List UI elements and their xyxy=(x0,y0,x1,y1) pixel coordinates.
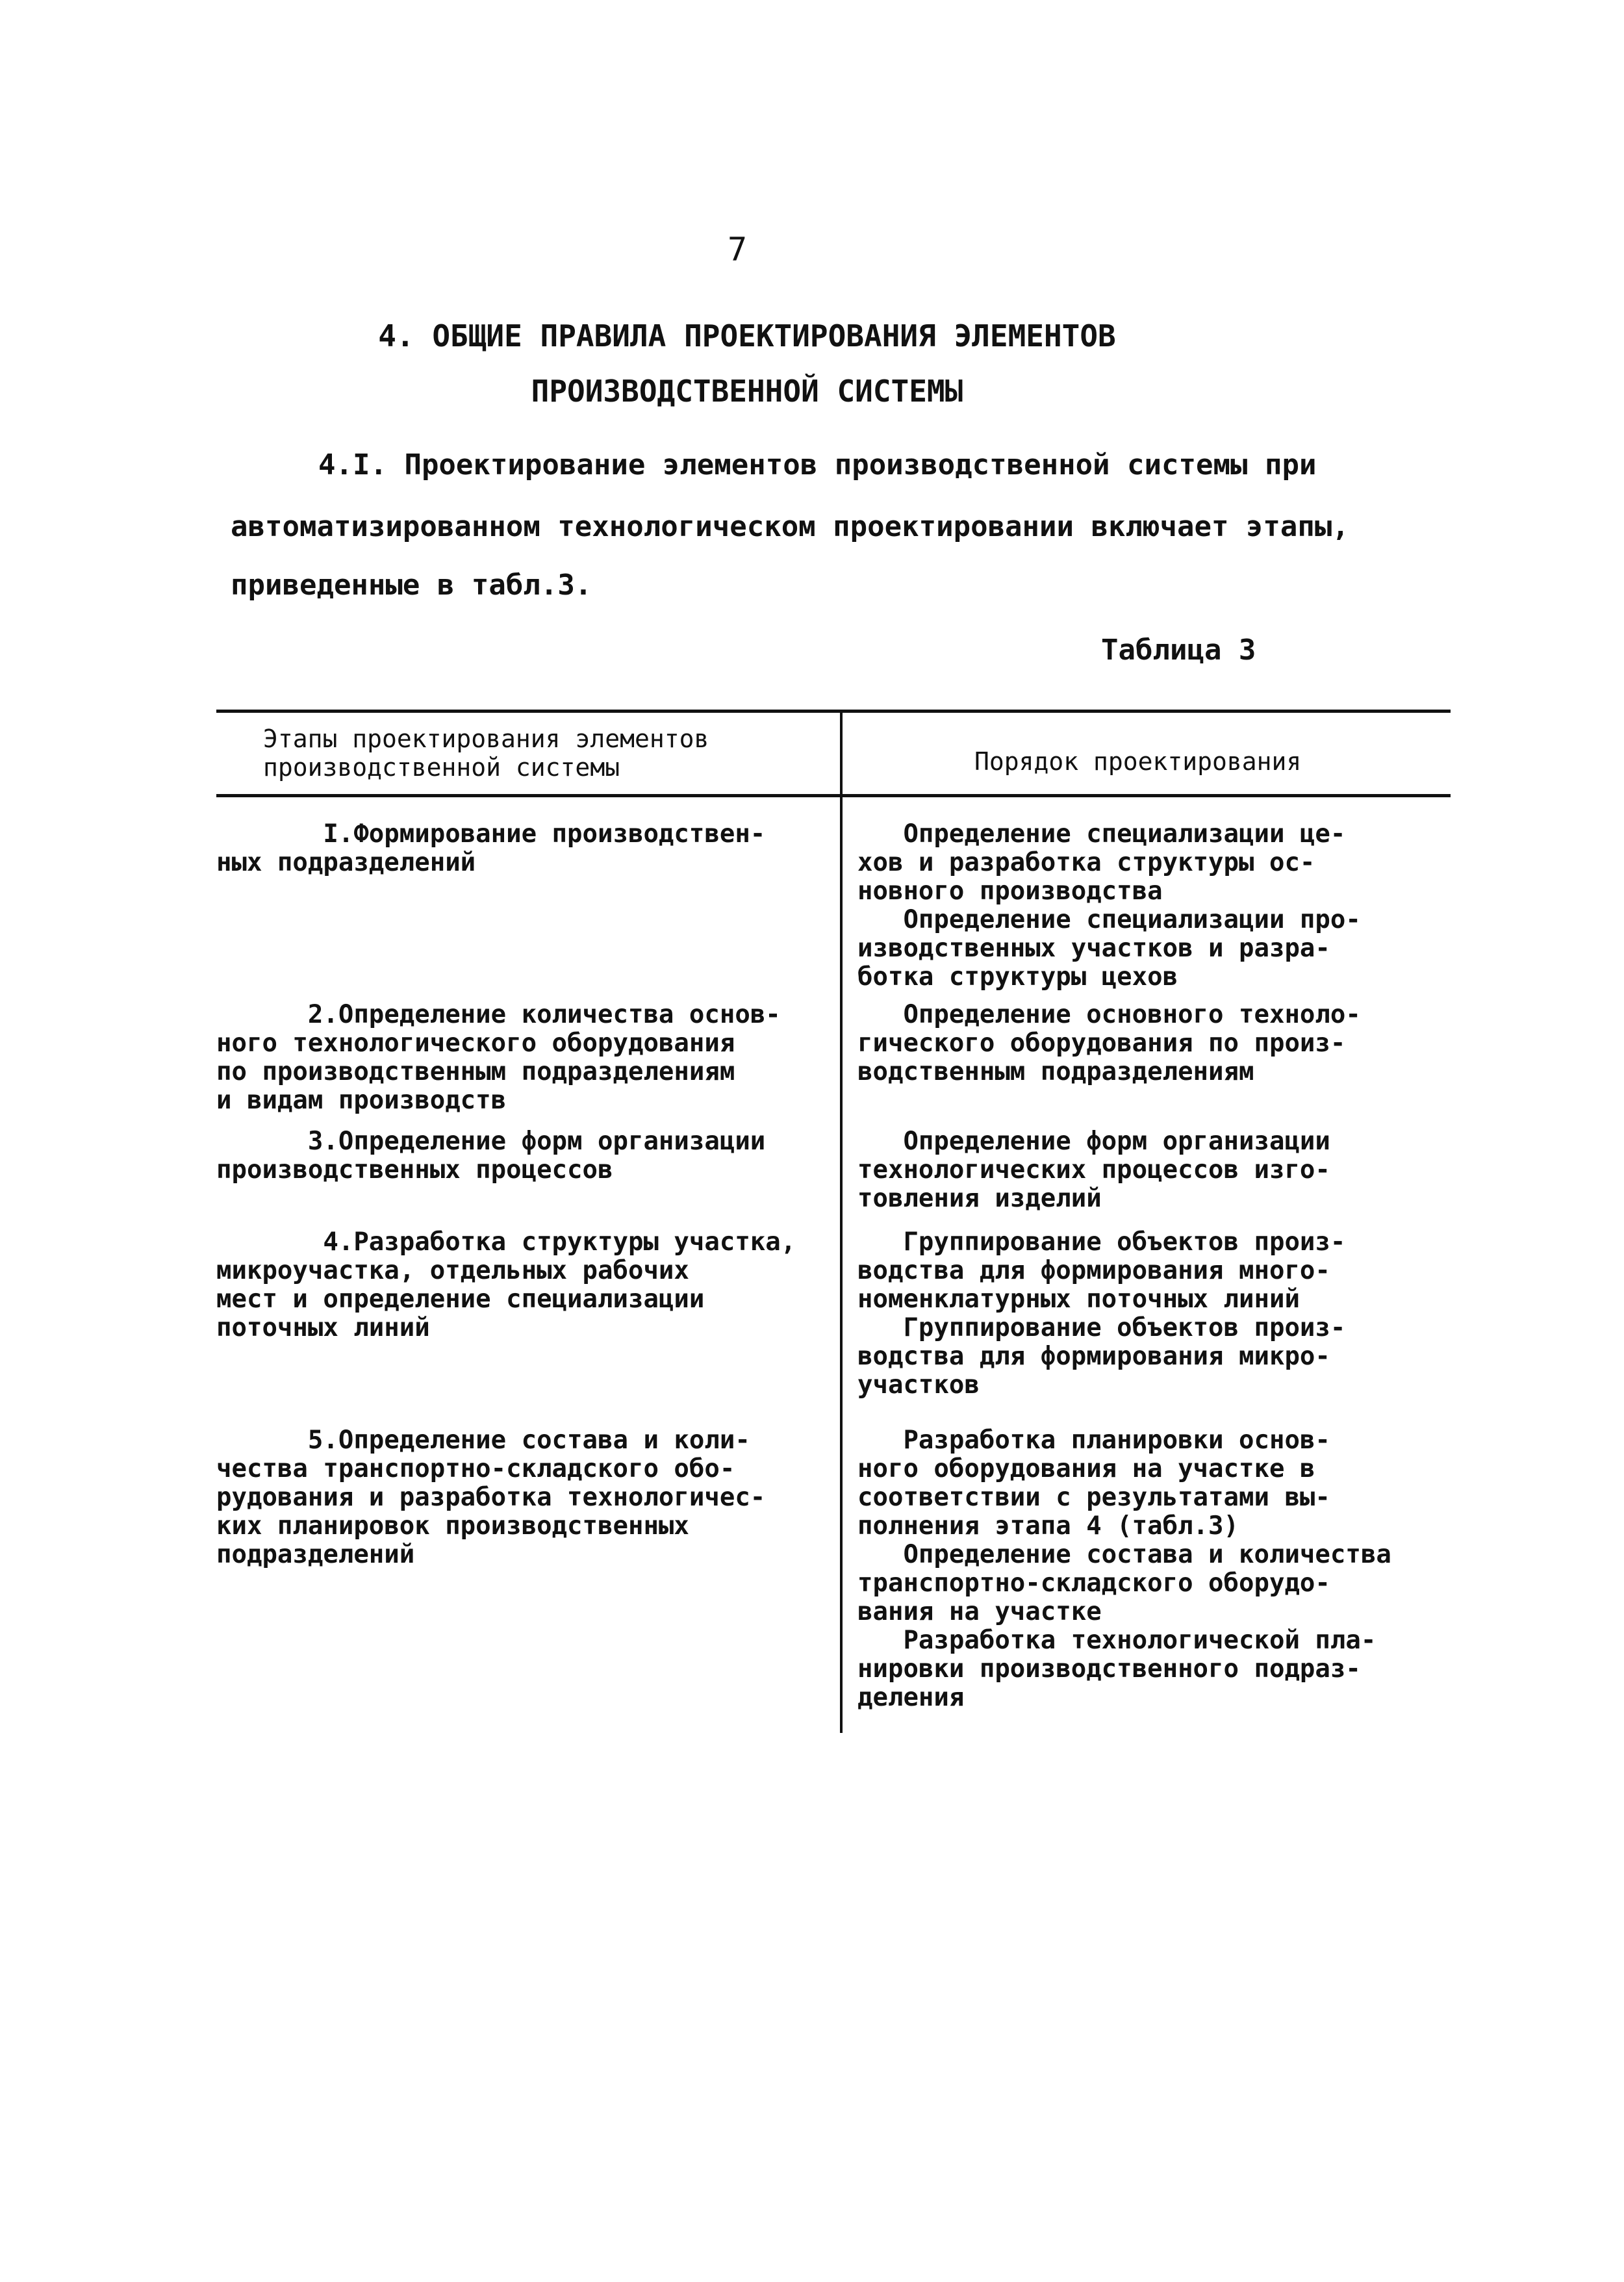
page-number: 7 xyxy=(728,231,748,268)
table-row-2-stage: 2.Определение количества основ- ного технологического оборудования по производственным подразделениям и видам производств xyxy=(216,1000,781,1115)
section-heading-line-1: 4. ОБЩИЕ ПРАВИЛА ПРОЕКТИРОВАНИЯ ЭЛЕМЕНТОВ xyxy=(378,318,1116,353)
table-row-4-stage: 4.Разработка структуры участка, микроучастка, отдельных рабочих мест и определение специализации поточных линий xyxy=(216,1227,796,1342)
section-heading-line-2: ПРОИЗВОДСТВЕННОЙ СИСТЕМЫ xyxy=(531,374,963,409)
table-row-1-order: Определение специализации це- хов и разработка структуры ос- новного производства Определение специализации про- изводственных участков и разра- ботка структуры цехов xyxy=(857,819,1361,992)
paragraph-line-1: 4.I. Проектирование элементов производственной системы при xyxy=(318,448,1317,481)
table-row-5-stage: 5.Определение состава и коли- чества транспортно-складского обо- рудования и разработка технологичес- ких планировок производственных подразделений xyxy=(216,1426,766,1569)
table-column-divider xyxy=(840,710,843,1733)
table-row-3-order: Определение форм организации технологических процессов изго- товления изделий xyxy=(857,1127,1330,1213)
table-top-rule xyxy=(216,710,1451,713)
table-row-4-order: Группирование объектов произ- водства для формирования много- номенклатурных поточных линий Группирование объектов произ- водства для формирования микро- участков xyxy=(857,1227,1346,1400)
table-row-3-stage: 3.Определение форм организации производственных процессов xyxy=(216,1127,766,1185)
table-header-order: Порядок проектирования xyxy=(974,747,1302,776)
table-row-5-order: Разработка планировки основ- ного оборудования на участке в соответствии с результатами вы- полнения этапа 4 (табл.3) Определение состава и количества транспортно-складского оборудо- вания на участке Разработка технологической пла- нировки производственного подраз- деления xyxy=(857,1426,1391,1712)
table-header-rule xyxy=(216,794,1451,797)
table-row-1-stage: I.Формирование производствен- ных подразделений xyxy=(216,819,766,877)
paragraph-line-2: автоматизированном технологическом проектировании включает этапы, xyxy=(231,510,1349,543)
paragraph-line-3: приведенные в табл.3. xyxy=(231,569,592,602)
table-header-stages: Этапы проектирования элементов производственной системы xyxy=(263,724,709,782)
table-caption: Таблица 3 xyxy=(1101,634,1256,667)
table-row-2-order: Определение основного техноло- гического оборудования по произ- водственным подразделениям xyxy=(857,1000,1361,1086)
